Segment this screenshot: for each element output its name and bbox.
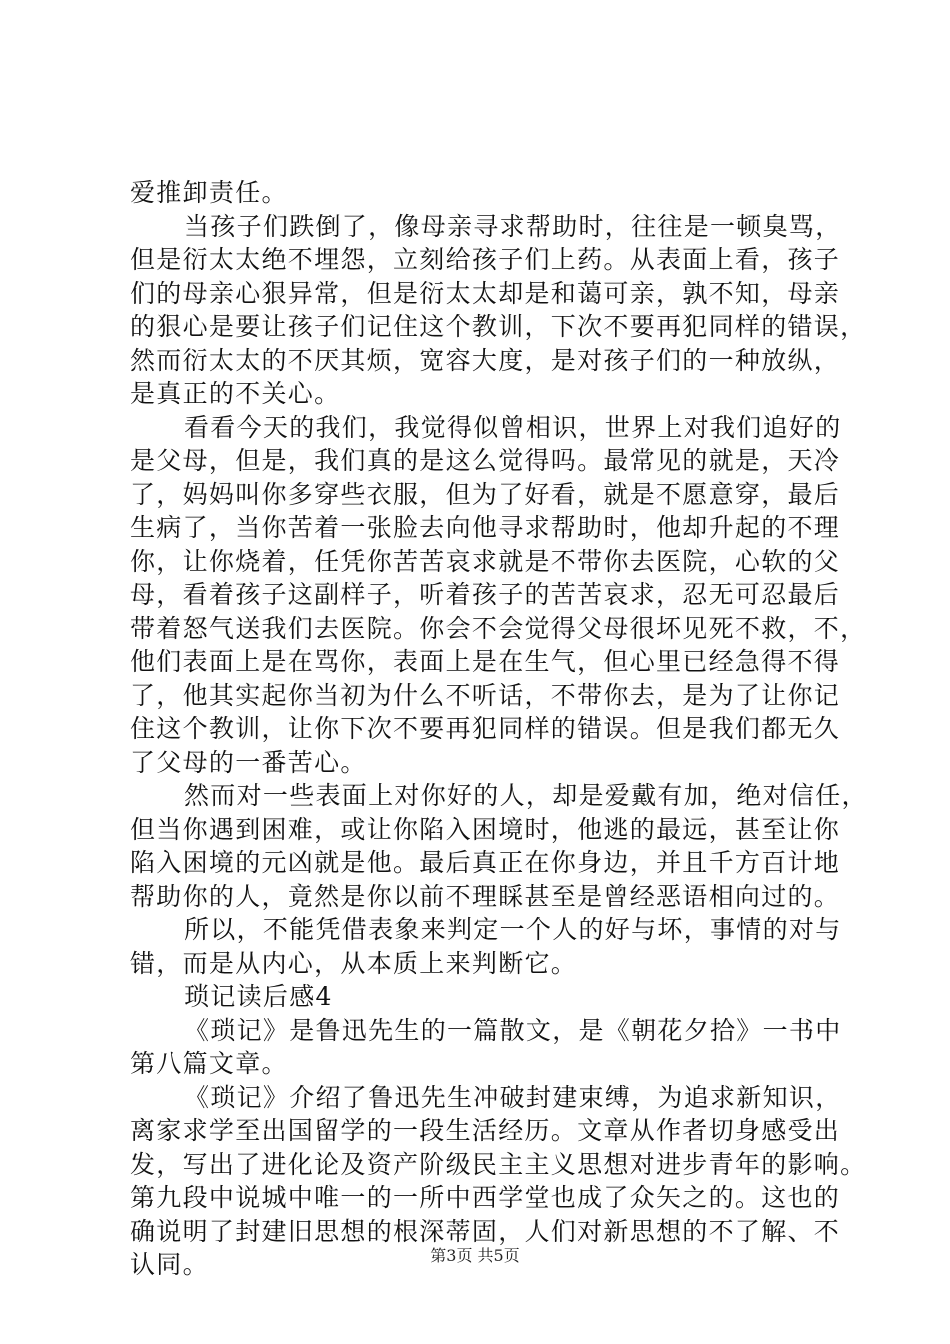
text-line: 你，让你烧着，任凭你苦苦哀求就是不带你去医院，心软的父 [130,546,841,576]
text-line: 《琐记》是鲁迅先生的一篇散文，是《朝花夕拾》一书中 [184,1015,842,1045]
text-line: 的狠心是要让孩子们记住这个教训，下次不要再犯同样的错误， [130,312,867,341]
text-line: 第九段中说城中唯一的一所中西学堂也成了众矢之的。这也的 [130,1183,841,1212]
text-line: 离家求学至出国留学的一段生活经历。文章从作者切身感受出 [130,1116,841,1145]
text-line: 陷入困境的元凶就是他。最后真正在你身边，并且千方百计地 [130,848,841,877]
text-line: 他们表面上是在骂你，表面上是在生气，但心里已经急得不得 [130,647,841,676]
text-line: 了，他其实起你当初为什么不听话，不带你去，是为了让你记 [130,680,841,710]
text-line: 但当你遇到困难，或让你陷入困境时，他逃的最远，甚至让你 [130,814,841,844]
text-line: 们的母亲心狠异常，但是衍太太却是和蔼可亲，孰不知，母亲 [130,278,841,308]
document-body [130,176,868,1282]
text-line: 是真正的不关心。 [130,379,341,408]
text-line: 所以，不能凭借表象来判定一个人的好与坏，事情的对与 [184,915,842,944]
page-footer: 第3页 共5页 [430,1246,520,1265]
text-line: 住这个教训，让你下次不要再犯同样的错误。但是我们都无久 [130,714,841,743]
text-line: 当孩子们跌倒了，像母亲寻求帮助时，往往是一顿臭骂， [184,211,842,241]
text-line: 琐记读后感4 [184,982,333,1011]
text-line: 母，看着孩子这副样子，听着孩子的苦苦哀求，忍无可忍最后 [130,580,841,609]
text-line: 帮助你的人，竟然是你以前不理睬甚至是曾经恶语相向过的。 [130,881,841,911]
text-line: 爱推卸责任。 [130,178,288,207]
text-line: 认同。 [130,1250,209,1279]
text-line: 发，写出了进化论及资产阶级民主主义思想对进步青年的影响。 [130,1149,867,1179]
text-line: 看看今天的我们，我觉得似曾相识，世界上对我们追好的 [184,412,842,442]
text-line: 是父母，但是，我们真的是这么觉得吗。最常见的就是，天冷 [130,446,841,475]
text-line: 然而对一些表面上对你好的人，却是爱戴有加，绝对信任， [184,781,868,810]
text-line: 第八篇文章。 [130,1049,288,1078]
text-line: 生病了，当你苦着一张脸去向他寻求帮助时，他却升起的不理 [130,513,841,542]
text-line: 错，而是从内心，从本质上来判断它。 [130,948,578,978]
text-line: 《琐记》介绍了鲁迅先生冲破封建束缚，为追求新知识， [184,1082,842,1112]
text-line: 但是衍太太绝不埋怨，立刻给孩子们上药。从表面上看，孩子 [130,245,841,274]
text-line: 确说明了封建旧思想的根深蒂固，人们对新思想的不了解、不 [130,1216,841,1246]
text-line: 了父母的一番苦心。 [130,747,367,777]
text-line: 了，妈妈叫你多穿些衣服，但为了好看，就是不愿意穿，最后 [130,479,841,509]
text-line: 带着怒气送我们去医院。你会不会觉得父母很坏见死不救，不， [130,613,867,643]
text-line: 然而衍太太的不厌其烦，宽容大度，是对孩子们的一种放纵， [130,345,841,375]
